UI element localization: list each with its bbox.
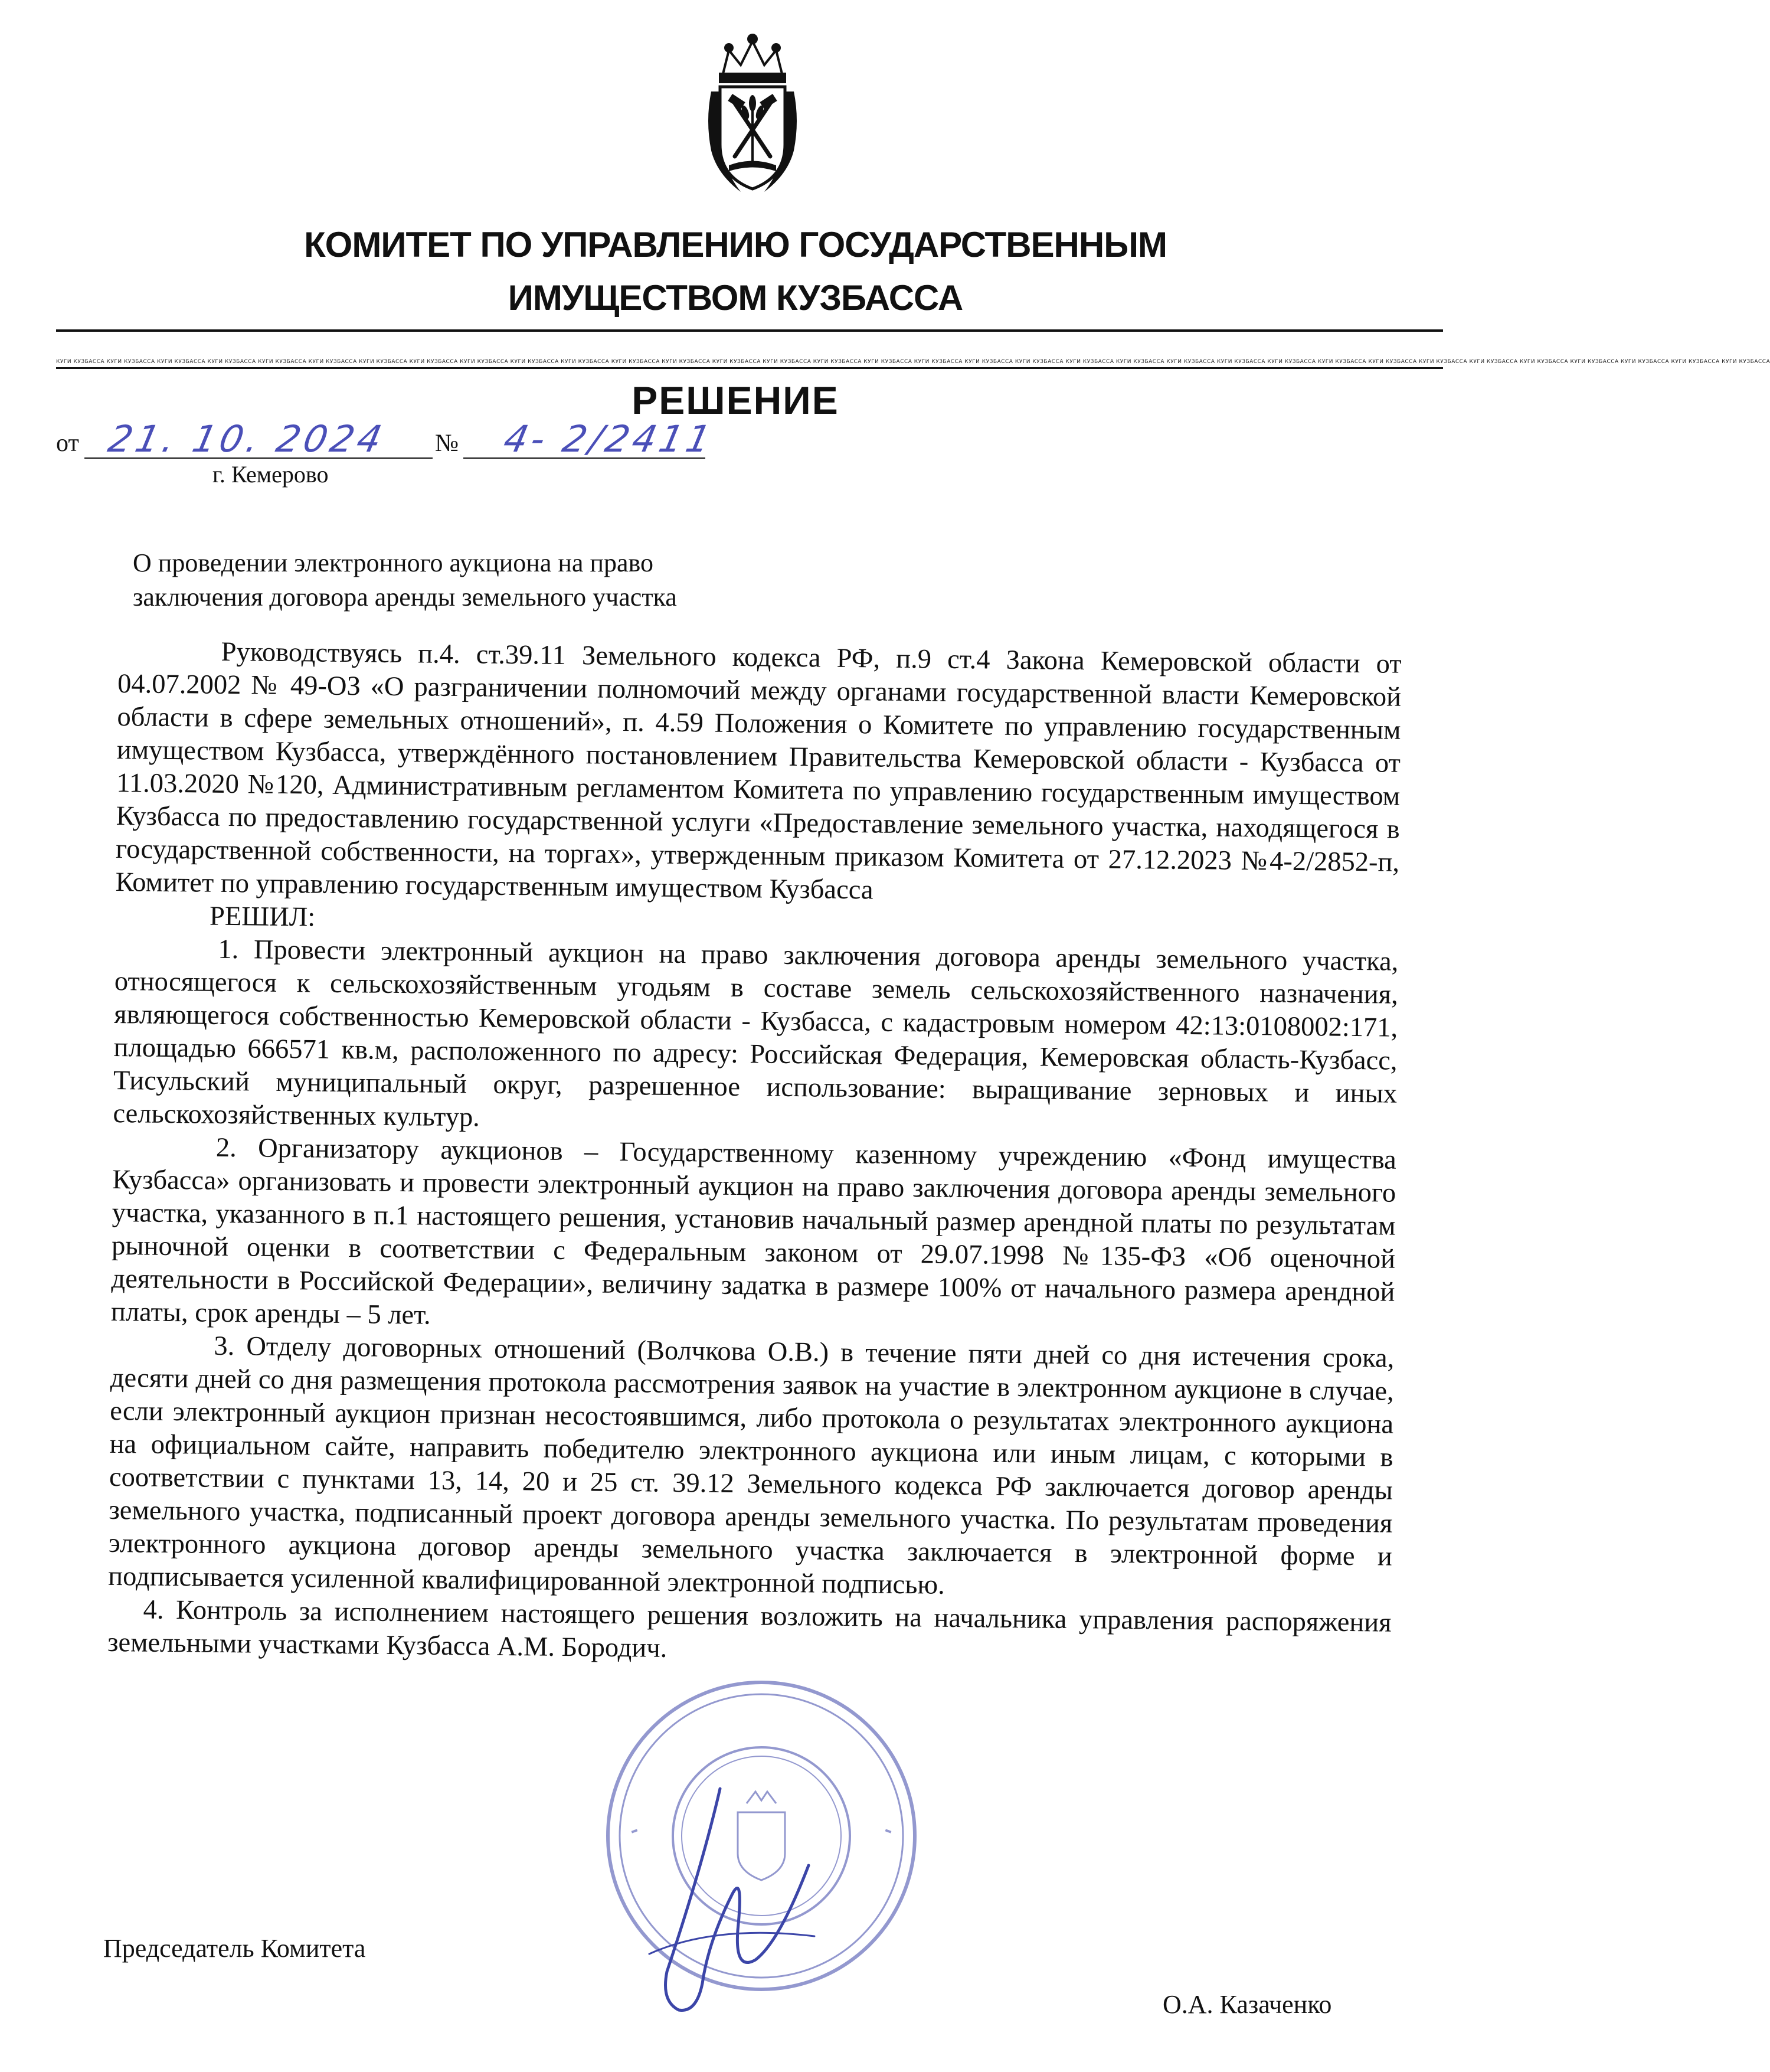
header-rule-bottom bbox=[56, 367, 1443, 369]
number-value-handwritten: 4- 2/2411 bbox=[500, 417, 718, 460]
preamble-paragraph: Руководствуясь п.4. ст.39.11 Земельного кодекса РФ, п.9 ст.4 Закона Кемеровской области от 04.07.2002 № 49-ОЗ «О разграничении полномочий между органами государственной власти Кемеровской области в сфере земельных отношений», п. 4.59 Положения о Комитете по управлению государственным имуществом Кузбасса, утверждённого постановлением Правительства Кемеровской области - Кузбасса от 11.03.2020 №120, Административным регламентом Комитета по управлению государственным имуществом Кузбасса по предоставлению государственной услуги «Предоставление земельного участка, находящегося в государственной собственности, на торгах», утвержденным приказом Комитета от 27.12.2023 №4-2/2852-п, Комитет по управлению государственным имуществом Кузбасса bbox=[115, 636, 1402, 906]
org-title-line1: КОМИТЕТ ПО УПРАВЛЕНИЮ ГОСУДАРСТВЕННЫМ bbox=[304, 225, 1167, 264]
item-2-paragraph: 2. Организатору аукционов – Государственному казенному учреждению «Фонд имущества Кузбасса» организовать и провести электронный аукцион на право заключения договора аренды земельного участка, указанного в п.1 настоящего решения, установив начальный размер арендной платы по результатам рыночной оценки в соответствии с Федеральным законом от 29.07.1998 №135-ФЗ «Об оценочной деятельности в Российской Федерации», величину задатка в размере 100% от начального размера арендной платы, срок аренды – 5 лет. bbox=[110, 1132, 1397, 1331]
kuzbass-coat-of-arms-icon bbox=[688, 32, 817, 210]
date-prefix: от bbox=[56, 430, 79, 457]
item-4-paragraph: 4. Контроль за исполнением настоящего решения возложить на начальника управления распоряжения земельными участками Кузбасса А.М. Бородич. bbox=[107, 1594, 1392, 1664]
header-microtext: КУГИ КУЗБАССА КУГИ КУЗБАССА КУГИ КУЗБАССА КУГИ КУЗБАССА КУГИ КУЗБАССА КУГИ КУЗБАССА КУГИ КУЗБАССА КУГИ КУЗБАССА КУГИ КУЗБАССА КУГИ КУЗБАССА КУГИ КУЗБАССА КУГИ КУЗБАССА КУГИ КУЗБАССА КУГИ КУЗБАССА КУГИ КУЗБАССА КУГИ КУЗБАССА КУГИ КУЗБАССА КУГИ КУЗБАССА КУГИ КУЗБАССА КУГИ КУЗБАССА КУГИ КУЗБАССА КУГИ КУЗБАССА КУГИ КУЗБАССА КУГИ КУЗБАССА КУГИ КУЗБАССА КУГИ КУЗБАССА КУГИ КУЗБАССА КУГИ КУЗБАССА КУГИ КУЗБАССА КУГИ КУЗБАССА КУГИ КУЗБАССА КУГИ КУЗБАССА КУГИ КУЗБАССА КУГИ КУЗБАССА bbox=[56, 359, 1770, 365]
decided-heading: РЕШИЛ: bbox=[209, 901, 316, 933]
item-3-paragraph: 3. Отделу договорных отношений (Волчкова О.В.) в течение пяти дней со дня истечения срока, десяти дней со дня размещения протокола рассмотрения заявок на участие в электронном аукционе в случае, если электронный аукцион признан несостоявшимся, либо протокола о результатах электронного аукциона на официальном сайте, направить победителю электронного аукциона или иным лицам, с которыми в соответствии с пунктами 13, 14, 20 и 25 ст. 39.12 Земельного кодекса РФ заключается договор аренды земельного участка, подписанный проект договора аренды земельного участка. По результатам проведения электронного аукциона договор аренды земельного участка заключается в электронной форме и подписывается усиленной квалифицированной электронной подписью. bbox=[108, 1331, 1395, 1600]
org-title-line2: ИМУЩЕСТВОМ КУЗБАССА bbox=[508, 278, 963, 318]
date-number-line bbox=[56, 417, 764, 460]
document-subject bbox=[133, 546, 677, 615]
subject-line2: заключения договора аренды земельного участка bbox=[133, 583, 677, 612]
document-body bbox=[107, 635, 1402, 1673]
number-prefix: № bbox=[435, 430, 459, 457]
handwritten-signature-icon bbox=[632, 1777, 826, 2019]
header-rule-top bbox=[56, 329, 1443, 332]
signatory-position: Председатель Комитета bbox=[103, 1934, 366, 1963]
item-1-paragraph: 1. Провести электронный аукцион на право заключения договора аренды земельного участка, относящегося к сельскохозяйственным угодьям в составе земель сельскохозяйственного назначения, являющегося собственностью Кемеровской области - Кузбасса, с кадастровым номером 42:13:0108002:171, площадью 666571 кв.м, расположенного по адресу: Российская Федерация, Кемеровская область-Кузбасс, Тисульский муниципальный округ, разрешенное использование: выращивание зерновых и иных сельскохозяйственных культур. bbox=[113, 934, 1399, 1133]
subject-line1: О проведении электронного аукциона на право bbox=[133, 548, 653, 577]
city-label: г. Кемерово bbox=[212, 461, 329, 488]
document-type-title: РЕШЕНИЕ bbox=[632, 378, 839, 422]
date-value-handwritten: 21. 10. 2024 bbox=[104, 417, 390, 460]
signatory-name: О.А. Казаченко bbox=[1163, 1990, 1332, 2019]
